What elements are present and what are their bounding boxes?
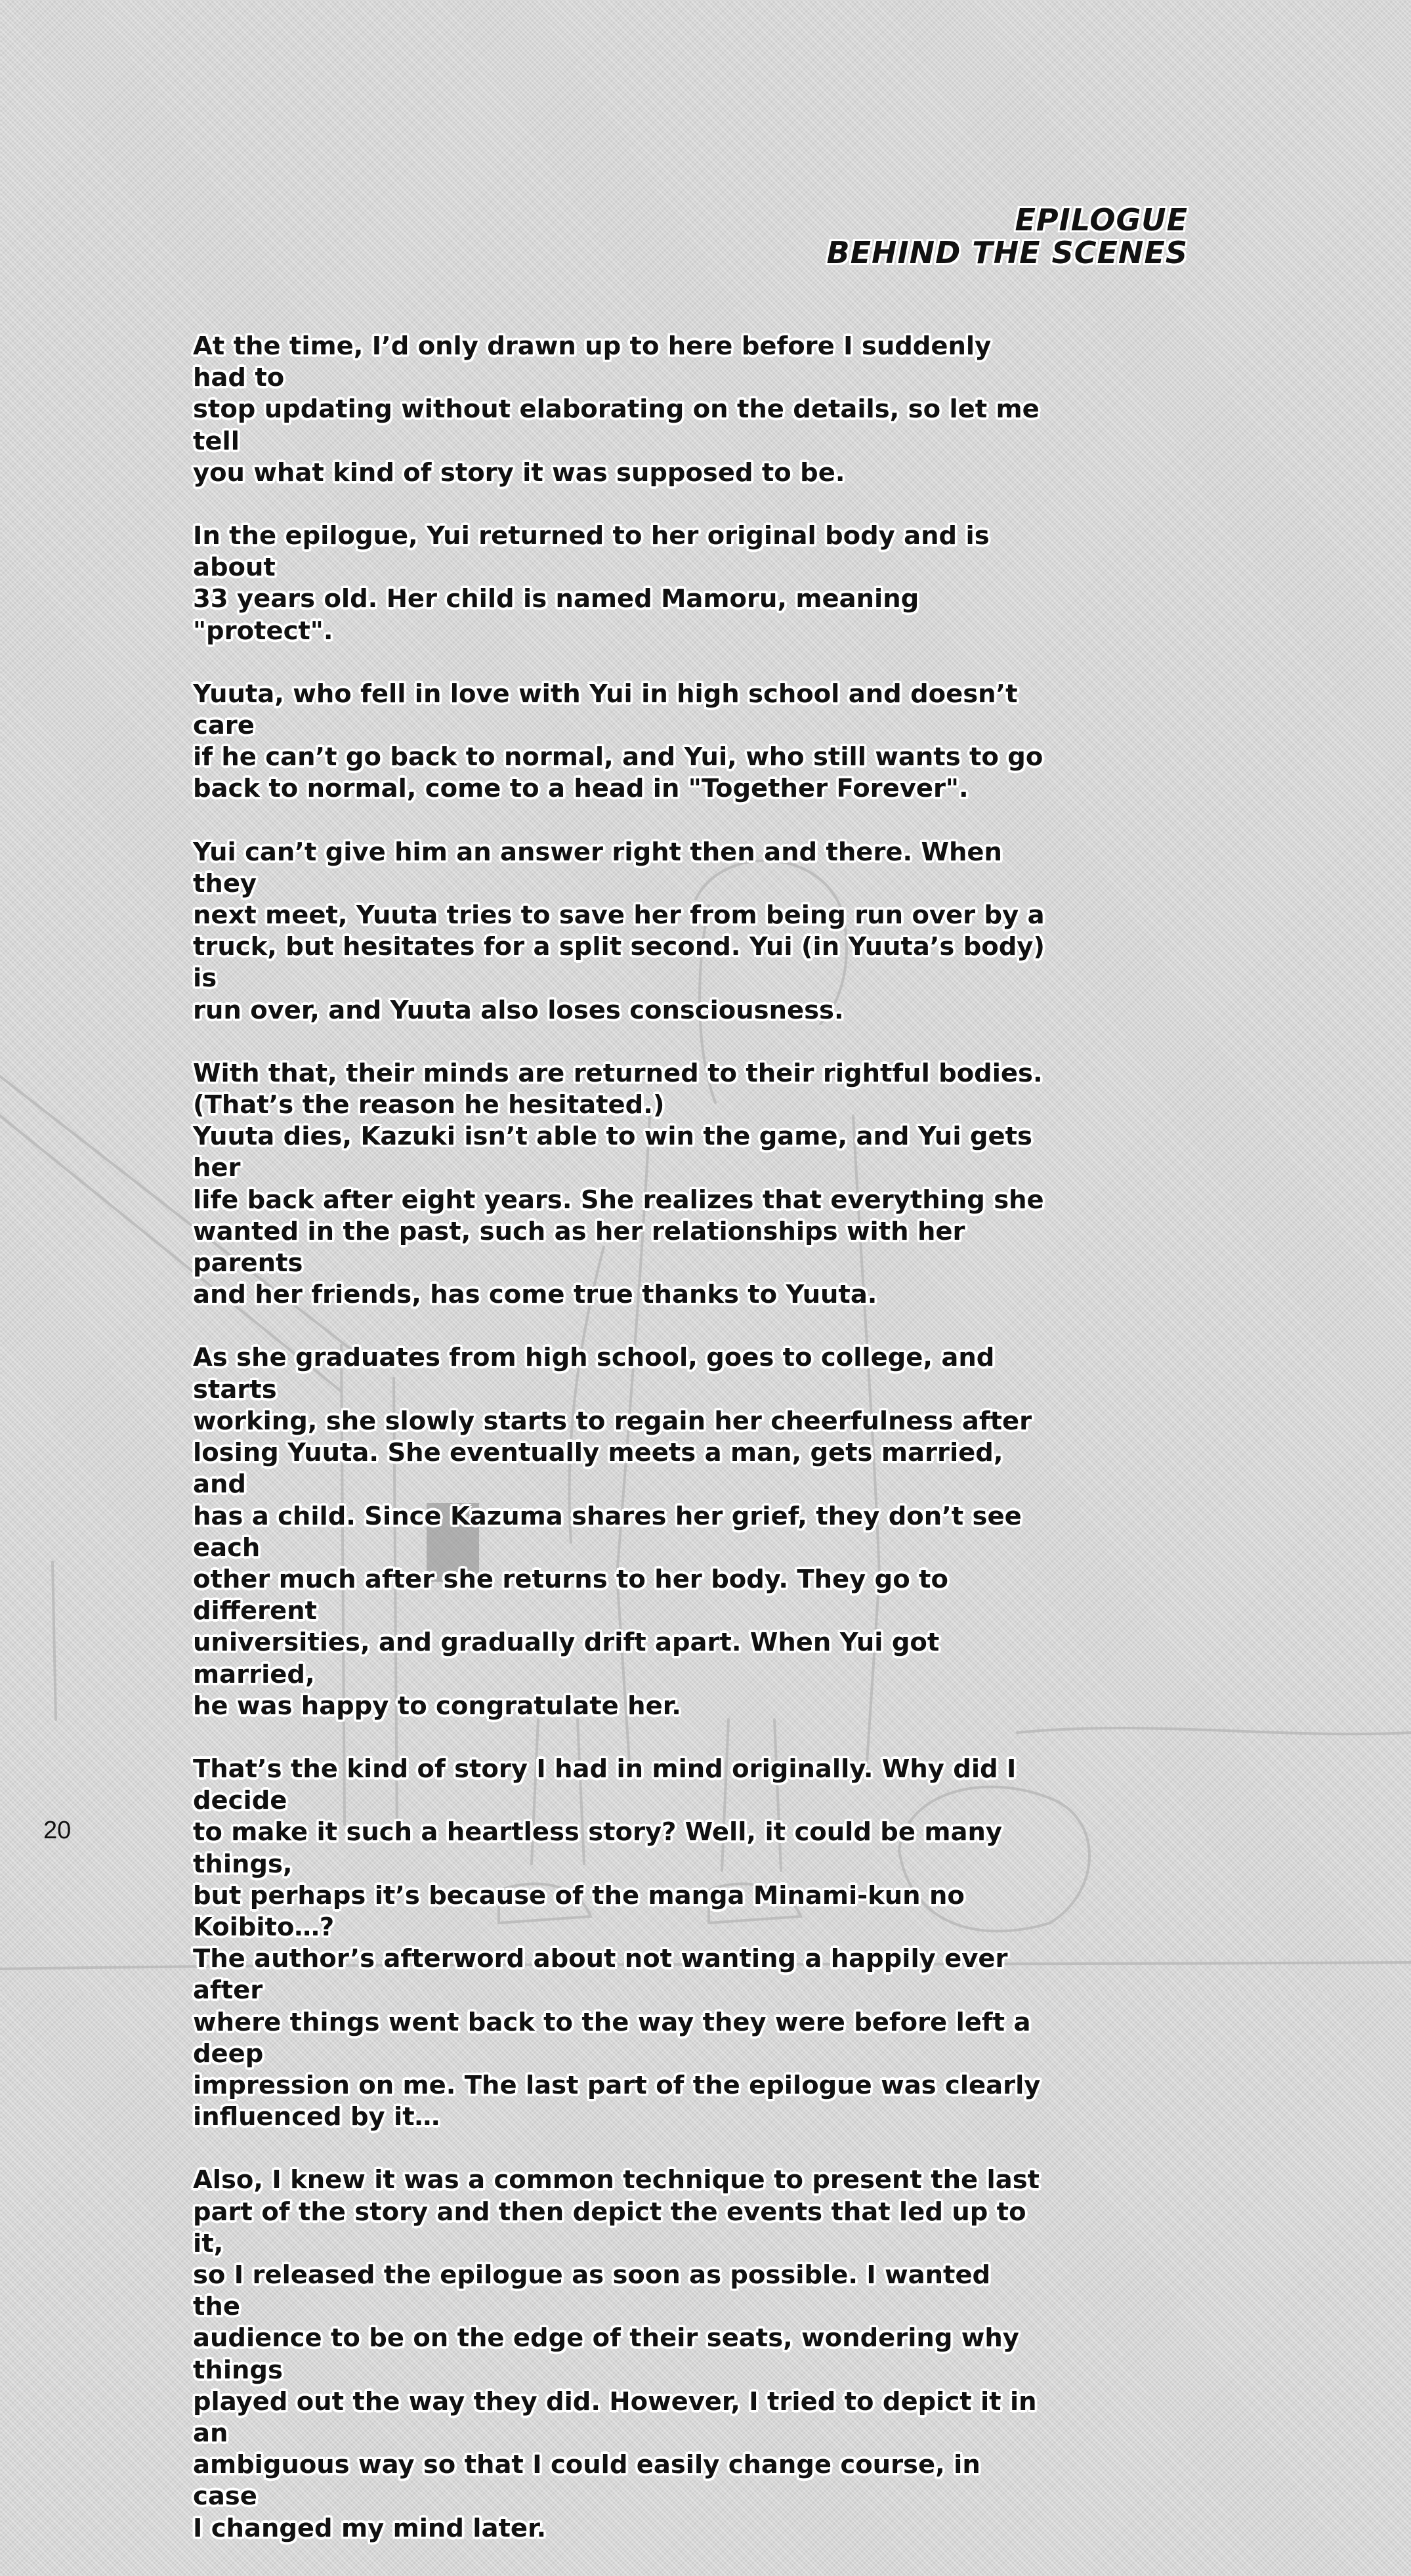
heading-line-1: EPILOGUE [1015,202,1188,238]
paragraph: As she graduates from high school, goes to college, and starts working, she slowly starts to regain her cheerfulness after losing Yuuta. She eventually meets a man, gets married, and has a child. Since Kazuma shares her grief, they don’t see each other much after she returns to her body. They go to different universities, and gradually drift apart. When Yui got married, he was happy to congratulate her. [193,1343,1032,1721]
section-heading [827,203,1188,269]
heading-line-2: BEHIND THE SCENES [826,235,1188,270]
afterword-body [193,331,1046,2576]
paragraph: That’s the kind of story I had in mind originally. Why did I decide to make it such a heartless story? Well, it could be many things, but perhaps it’s because of the manga Minami-kun no Koibito…? The author’s afterword about not wanting a happily ever after where things went back to the way they were before left a deep impression on me. The last part of the epilogue was clearly influenced by it… [193,1754,1041,2132]
paragraph: Yui can’t give him an answer right then and there. When they next meet, Yuuta tries to save her from being run over by a truck, but hesitates for a split second. Yui (in Yuuta’s body) is run over, and Yuuta also loses consciousness. [193,837,1045,1025]
page-number: 20 [43,1817,72,1844]
paragraph: At the time, I’d only drawn up to here before I suddenly had to stop updating without elaborating on the details, so let me tell you what kind of story it was supposed to be. [193,331,1040,488]
paragraph: In the epilogue, Yui returned to her original body and is about 33 years old. Her child is named Mamoru, meaning "protect". [193,521,990,646]
paragraph: With that, their minds are returned to their rightful bodies. (That’s the reason he hesitated.) Yuuta dies, Kazuki isn’t able to win the game, and Yui gets her life back after eight years. She realizes that everything she wanted in the past, such as her relationships with her parents and her friends, has come true thanks to Yuuta. [193,1058,1044,1310]
sketch-ground [1017,1728,1411,1734]
paragraph: Yuuta, who fell in love with Yui in high school and doesn’t care if he can’t go back to normal, and Yui, who still wants to go back to normal, come to a head in "Together Forever". [193,679,1043,804]
sketch-post [53,1562,56,1720]
paragraph: Also, I knew it was a common technique to present the last part of the story and then depict the events that led up to it, so I released the epilogue as soon as possible. I wanted the audience to be on the edge of their seats, wondering why things played out the way they did. However, I tried to depict it in an ambiguous way so that I could easily change course, in case I changed my mind later. [193,2165,1040,2543]
